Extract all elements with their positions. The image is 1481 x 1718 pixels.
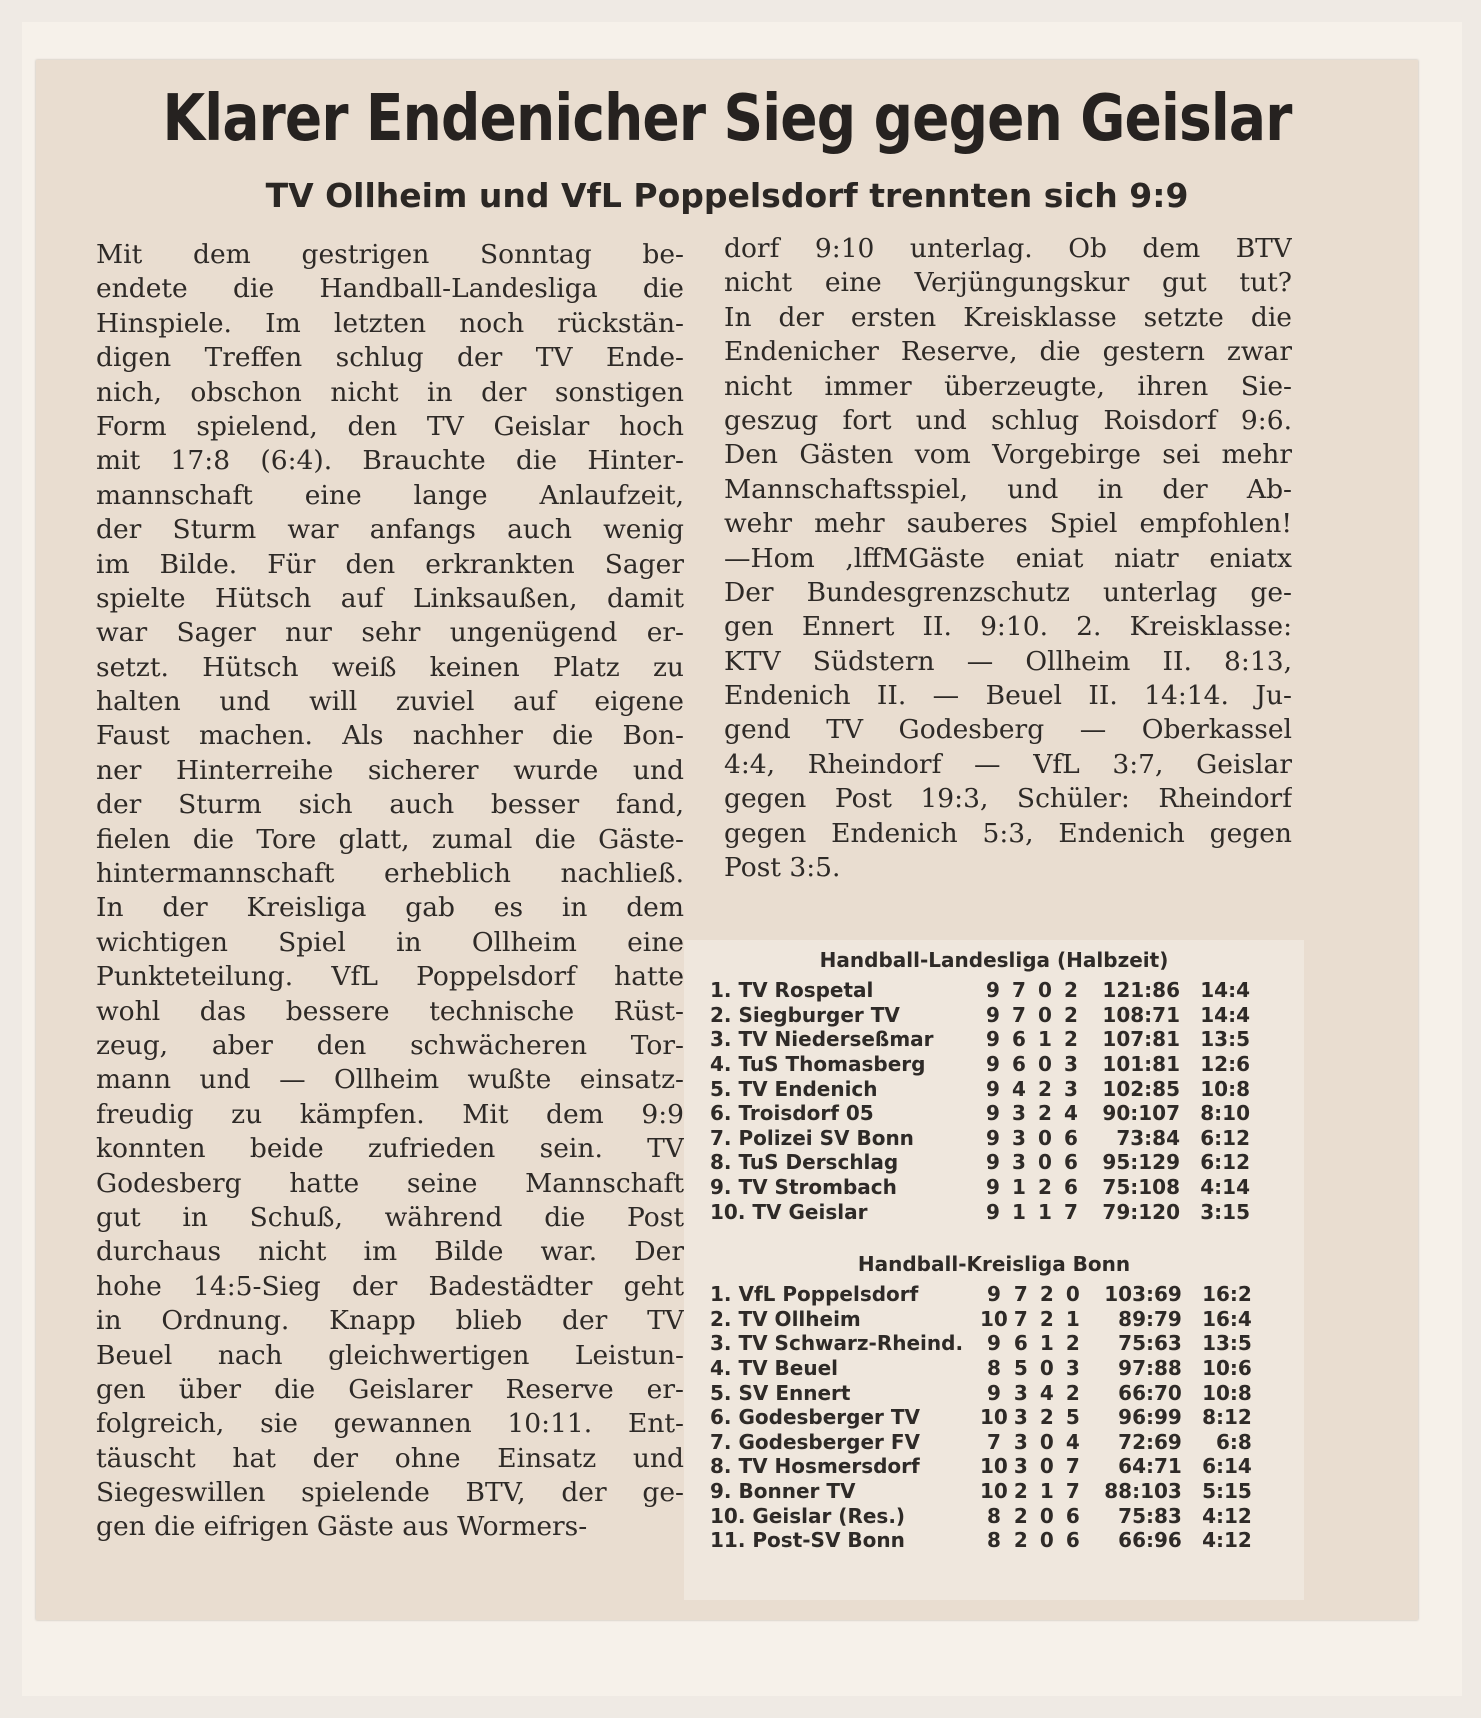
- cell-team: 8. TuS Derschlag: [710, 1150, 899, 1175]
- table-row: [710, 1454, 1252, 1479]
- cell-goals: 88:103: [1104, 1478, 1182, 1503]
- cell-u: 1: [1038, 1199, 1052, 1224]
- cell-v: 6: [1064, 1150, 1078, 1175]
- article-line: wohl das bessere technische Rüst-: [96, 995, 684, 1027]
- table-row: [710, 1356, 1252, 1381]
- cell-sp: 7: [986, 1429, 1001, 1454]
- cell-g: 3: [1012, 1150, 1026, 1175]
- cell-v: 0: [1065, 1282, 1080, 1307]
- cell-goals: 108:71: [1102, 1002, 1180, 1027]
- cell-v: 6: [1065, 1503, 1080, 1528]
- cell-pts: 13:5: [1200, 1027, 1250, 1052]
- article-line: Mit dem gestrigen Sonntag be-: [96, 239, 684, 270]
- cell-v: 2: [1064, 1027, 1078, 1052]
- cell-team: 7. Polizei SV Bonn: [710, 1125, 914, 1150]
- cell-goals: 79:120: [1102, 1199, 1180, 1224]
- article-line: 4:4, Rheindorf — VfL 3:7, Geislar: [724, 748, 1292, 780]
- article-line: hintermannschaft erheblich nachließ.: [96, 858, 684, 890]
- table-gap: [684, 1224, 1304, 1244]
- article-line: der Sturm war anfangs auch wenig: [96, 514, 684, 546]
- cell-g: 7: [1012, 978, 1026, 1003]
- table-row: [710, 1126, 1250, 1151]
- cell-sp: 8: [986, 1503, 1001, 1528]
- table-row: [710, 1003, 1250, 1028]
- article-line: war Sager nur sehr ungenügend er-: [96, 617, 684, 649]
- cell-pts: 8:10: [1200, 1101, 1250, 1126]
- cell-v: 7: [1065, 1454, 1080, 1479]
- cell-u: 1: [1038, 1027, 1052, 1052]
- cell-team: 1. TV Rospetal: [710, 978, 874, 1003]
- article-line: endete die Handball-Landesliga die: [96, 273, 684, 305]
- cell-u: 0: [1038, 1002, 1052, 1027]
- article-line: gend TV Godesberg — Oberkassel: [724, 714, 1292, 746]
- cell-g: 3: [1013, 1380, 1028, 1405]
- cell-sp: 9: [986, 1002, 1000, 1027]
- cell-team: 6. Godesberger TV: [710, 1405, 920, 1430]
- article-line: mannschaft eine lange Anlaufzeit,: [96, 479, 684, 511]
- cell-sp: 10: [980, 1478, 1008, 1503]
- cell-v: 6: [1065, 1528, 1080, 1553]
- cell-team: 9. TV Strombach: [710, 1175, 897, 1200]
- cell-sp: 10: [980, 1306, 1008, 1331]
- cell-sp: 9: [986, 1380, 1001, 1405]
- cell-sp: 9: [986, 1052, 1000, 1077]
- cell-u: 1: [1039, 1331, 1054, 1356]
- article-column-right: [724, 232, 1292, 885]
- table-title-kreisliga: Handball-Kreisliga Bonn: [857, 1251, 1131, 1276]
- table-row: [710, 1331, 1252, 1356]
- cell-goals: 73:84: [1116, 1125, 1180, 1150]
- cell-team: 11. Post-SV Bonn: [710, 1528, 905, 1553]
- cell-pts: 6:14: [1202, 1454, 1252, 1479]
- article-line: —Hom ,lffMGäste eniat niatr eniatx: [724, 542, 1292, 574]
- article-line: Form spielend, den TV Geislar hoch: [96, 410, 684, 442]
- cell-v: 4: [1065, 1429, 1080, 1454]
- cell-team: 2. Siegburger TV: [710, 1002, 900, 1027]
- cell-v: 2: [1065, 1331, 1080, 1356]
- article-line: wichtigen Spiel in Ollheim eine: [96, 926, 684, 958]
- table-row: [710, 1101, 1250, 1126]
- article-line: geszug fort und schlug Roisdorf 9:6.: [724, 404, 1292, 436]
- cell-u: 0: [1039, 1503, 1054, 1528]
- article-line: Punkteteilung. VfL Poppelsdorf hatte: [96, 961, 684, 993]
- table-row: [710, 1405, 1252, 1430]
- article-line: Siegeswillen spielende BTV, der ge-: [96, 1477, 684, 1509]
- table-row: [710, 1430, 1252, 1455]
- article-line: im Bilde. Für den erkrankten Sager: [96, 548, 684, 580]
- cell-goals: 101:81: [1102, 1052, 1180, 1077]
- article-line: ner Hinterreihe sicherer wurde und: [96, 754, 684, 786]
- cell-pts: 4:14: [1200, 1175, 1250, 1200]
- article-line: der Sturm sich auch besser fand,: [96, 789, 684, 821]
- cell-pts: 4:12: [1202, 1528, 1252, 1553]
- cell-g: 4: [1012, 1076, 1026, 1101]
- cell-team: 2. TV Ollheim: [710, 1306, 861, 1331]
- article-line: Beuel nach gleichwertigen Leistun-: [96, 1339, 684, 1371]
- article-line: nicht immer überzeugte, ihren Sie-: [724, 370, 1292, 402]
- cell-sp: 10: [980, 1405, 1008, 1430]
- cell-u: 2: [1038, 1076, 1052, 1101]
- standings-table-landesliga: [710, 978, 1250, 1224]
- cell-team: 4. TuS Thomasberg: [710, 1052, 926, 1077]
- cell-goals: 102:85: [1102, 1076, 1180, 1101]
- cell-team: 4. TV Beuel: [710, 1356, 839, 1381]
- cell-pts: 16:2: [1202, 1282, 1252, 1307]
- article-line: digen Treffen schlug der TV Ende-: [96, 342, 684, 374]
- cell-u: 0: [1038, 978, 1052, 1003]
- article-line: wehr mehr sauberes Spiel empfohlen!: [724, 508, 1292, 540]
- standings-box: [684, 940, 1304, 1600]
- cell-g: 3: [1013, 1454, 1028, 1479]
- cell-g: 2: [1013, 1478, 1028, 1503]
- article-line: zeug, aber den schwächeren Tor-: [96, 1029, 684, 1061]
- cell-pts: 6:12: [1200, 1150, 1250, 1175]
- cell-goals: 72:69: [1118, 1429, 1182, 1454]
- cell-pts: 14:4: [1200, 1002, 1250, 1027]
- cell-team: 10. TV Geislar: [710, 1199, 868, 1224]
- cell-g: 7: [1013, 1282, 1028, 1307]
- cell-sp: 8: [986, 1528, 1001, 1553]
- article-line: Den Gästen vom Vorgebirge sei mehr: [724, 439, 1292, 471]
- cell-g: 3: [1013, 1405, 1028, 1430]
- cell-pts: 12:6: [1200, 1052, 1250, 1077]
- article-line: gut in Schuß, während die Post: [96, 1201, 684, 1233]
- cell-g: 1: [1012, 1199, 1026, 1224]
- subheadline: TV Ollheim und VfL Poppelsdorf trennten sich 9:9: [265, 176, 1189, 215]
- article-line: freudig zu kämpfen. Mit dem 9:9: [96, 1098, 684, 1130]
- article-line: Mannschaftsspiel, und in der Ab-: [724, 473, 1292, 505]
- cell-v: 7: [1064, 1199, 1078, 1224]
- cell-v: 5: [1065, 1405, 1080, 1430]
- table-row: [710, 978, 1250, 1003]
- cell-sp: 9: [986, 1282, 1001, 1307]
- cell-g: 7: [1012, 1002, 1026, 1027]
- article-line: gegen Post 19:3, Schüler: Rheindorf: [724, 783, 1292, 815]
- cell-u: 2: [1038, 1101, 1052, 1126]
- cell-goals: 75:108: [1102, 1175, 1180, 1200]
- table-row: [710, 1052, 1250, 1077]
- article-line: gen Ennert II. 9:10. 2. Kreisklasse:: [724, 611, 1292, 643]
- cell-u: 0: [1039, 1356, 1054, 1381]
- cell-team: 9. Bonner TV: [710, 1478, 856, 1503]
- cell-v: 4: [1064, 1101, 1078, 1126]
- table-row: [710, 1307, 1252, 1332]
- cell-g: 1: [1012, 1175, 1026, 1200]
- cell-sp: 9: [986, 1101, 1000, 1126]
- table-row: [710, 1076, 1250, 1101]
- article-line: mit 17:8 (6:4). Brauchte die Hinter-: [96, 445, 684, 477]
- cell-u: 0: [1038, 1150, 1052, 1175]
- article-line: fielen die Tore glatt, zumal die Gäste-: [96, 823, 684, 855]
- article-line: nich, obschon nicht in der sonstigen: [96, 376, 684, 408]
- cell-goals: 95:129: [1102, 1150, 1180, 1175]
- table-row: [710, 1528, 1252, 1553]
- cell-team: 6. Troisdorf 05: [710, 1101, 874, 1126]
- cell-pts: 4:12: [1202, 1503, 1252, 1528]
- cell-g: 3: [1012, 1125, 1026, 1150]
- article-line: gegen Endenich 5:3, Endenich gegen: [724, 817, 1292, 849]
- cell-team: 7. Godesberger FV: [710, 1429, 921, 1454]
- cell-goals: 64:71: [1118, 1454, 1182, 1479]
- article-line: folgreich, sie gewannen 10:11. Ent-: [96, 1408, 684, 1440]
- cell-u: 2: [1039, 1282, 1054, 1307]
- article-line: Godesberg hatte seine Mannschaft: [96, 1167, 684, 1199]
- cell-v: 1: [1065, 1306, 1080, 1331]
- cell-pts: 5:15: [1202, 1478, 1252, 1503]
- cell-u: 0: [1038, 1052, 1052, 1077]
- cell-v: 6: [1064, 1125, 1078, 1150]
- article-line: konnten beide zufrieden sein. TV: [96, 1133, 684, 1165]
- cell-g: 7: [1013, 1306, 1028, 1331]
- cell-team: 3. TV Schwarz-Rheind.: [710, 1331, 964, 1356]
- cell-team: 10. Geislar (Res.): [710, 1503, 906, 1528]
- cell-u: 2: [1038, 1175, 1052, 1200]
- cell-goals: 89:79: [1118, 1306, 1182, 1331]
- cell-v: 2: [1064, 978, 1078, 1003]
- cell-g: 5: [1013, 1356, 1028, 1381]
- cell-goals: 66:96: [1118, 1528, 1182, 1553]
- cell-pts: 6:12: [1200, 1125, 1250, 1150]
- cell-u: 0: [1039, 1528, 1054, 1553]
- cell-sp: 9: [986, 1125, 1000, 1150]
- article-line: KTV Südstern — Ollheim II. 8:13,: [724, 645, 1292, 677]
- cell-g: 3: [1012, 1101, 1026, 1126]
- article-line: hohe 14:5-Sieg der Badestädter geht: [96, 1270, 684, 1302]
- cell-g: 6: [1012, 1027, 1026, 1052]
- table-row: [710, 1027, 1250, 1052]
- cell-goals: 75:63: [1118, 1331, 1182, 1356]
- article-line: Endenicher Reserve, die gestern zwar: [724, 336, 1292, 368]
- cell-g: 6: [1013, 1331, 1028, 1356]
- cell-u: 2: [1039, 1405, 1054, 1430]
- cell-u: 0: [1039, 1429, 1054, 1454]
- cell-goals: 96:99: [1118, 1405, 1182, 1430]
- cell-team: 5. TV Endenich: [710, 1076, 878, 1101]
- cell-v: 3: [1065, 1356, 1080, 1381]
- cell-sp: 9: [986, 1175, 1000, 1200]
- article-line: Endenich II. — Beuel II. 14:14. Ju-: [724, 680, 1292, 712]
- article-line: Faust machen. Als nachher die Bon-: [96, 720, 684, 752]
- cell-u: 1: [1039, 1478, 1054, 1503]
- cell-u: 2: [1039, 1306, 1054, 1331]
- cell-sp: 9: [986, 1076, 1000, 1101]
- article-column-left: [96, 238, 684, 1545]
- article-line: Der Bundesgrenzschutz unterlag ge-: [724, 576, 1292, 608]
- table-row: [710, 1503, 1252, 1528]
- cell-sp: 9: [986, 978, 1000, 1003]
- article-line: setzt. Hütsch weiß keinen Platz zu: [96, 651, 684, 683]
- table-row: [710, 1380, 1252, 1405]
- cell-pts: 6:8: [1216, 1429, 1252, 1454]
- cell-v: 2: [1065, 1380, 1080, 1405]
- cell-goals: 66:70: [1118, 1380, 1182, 1405]
- headline: Klarer Endenicher Sieg gegen Geislar: [162, 82, 1292, 156]
- cell-g: 2: [1013, 1503, 1028, 1528]
- cell-team: 1. VfL Poppelsdorf: [710, 1282, 919, 1307]
- standings-table-kreisliga: [710, 1282, 1252, 1553]
- cell-sp: 9: [986, 1027, 1000, 1052]
- newspaper-clipping: [36, 60, 1418, 1620]
- cell-g: 2: [1013, 1528, 1028, 1553]
- cell-goals: 75:83: [1118, 1503, 1182, 1528]
- article-line: In der ersten Kreisklasse setzte die: [724, 301, 1292, 333]
- article-line: mann und — Ollheim wußte einsatz-: [96, 1064, 684, 1096]
- cell-goals: 121:86: [1102, 978, 1180, 1003]
- cell-pts: 10:8: [1202, 1380, 1252, 1405]
- cell-team: 8. TV Hosmersdorf: [710, 1454, 920, 1479]
- cell-v: 2: [1064, 1002, 1078, 1027]
- cell-sp: 10: [980, 1454, 1008, 1479]
- cell-pts: 8:12: [1202, 1405, 1252, 1430]
- table-row: [710, 1479, 1252, 1504]
- cell-sp: 9: [986, 1331, 1001, 1356]
- article-line: durchaus nicht im Bilde war. Der: [96, 1236, 684, 1268]
- article-line: dorf 9:10 unterlag. Ob dem BTV: [724, 233, 1292, 264]
- cell-v: 6: [1064, 1175, 1078, 1200]
- article-line: in Ordnung. Knapp blieb der TV: [96, 1305, 684, 1337]
- table-title-landesliga: Handball-Landesliga (Halbzeit): [819, 948, 1169, 972]
- article-line: Post 3:5.: [724, 852, 841, 884]
- cell-g: 6: [1012, 1052, 1026, 1077]
- cell-pts: 3:15: [1200, 1199, 1250, 1224]
- cell-v: 3: [1064, 1052, 1078, 1077]
- cell-pts: 16:4: [1202, 1306, 1252, 1331]
- cell-v: 3: [1064, 1076, 1078, 1101]
- cell-goals: 107:81: [1102, 1027, 1180, 1052]
- article-line: spielte Hütsch auf Linksaußen, damit: [96, 582, 684, 614]
- cell-pts: 14:4: [1200, 978, 1250, 1003]
- cell-pts: 10:6: [1202, 1356, 1252, 1381]
- article-line: täuscht hat der ohne Einsatz und: [96, 1442, 684, 1474]
- cell-v: 7: [1065, 1478, 1080, 1503]
- cell-team: 3. TV Niederseßmar: [710, 1027, 934, 1052]
- cell-sp: 8: [986, 1356, 1001, 1381]
- article-line: gen über die Geislarer Reserve er-: [96, 1373, 684, 1405]
- cell-pts: 13:5: [1202, 1331, 1252, 1356]
- cell-goals: 90:107: [1102, 1101, 1180, 1126]
- article-line: halten und will zuviel auf eigene: [96, 686, 684, 718]
- cell-u: 0: [1038, 1125, 1052, 1150]
- cell-sp: 9: [986, 1150, 1000, 1175]
- cell-goals: 97:88: [1118, 1356, 1182, 1381]
- cell-sp: 9: [986, 1199, 1000, 1224]
- cell-g: 3: [1013, 1429, 1028, 1454]
- article-line: gen die eifrigen Gäste aus Wormers-: [96, 1511, 588, 1543]
- cell-u: 0: [1039, 1454, 1054, 1479]
- article-line: nicht eine Verjüngungskur gut tut?: [724, 267, 1292, 299]
- table-row: [710, 1282, 1252, 1307]
- table-row: [710, 1199, 1250, 1224]
- cell-team: 5. SV Ennert: [710, 1380, 851, 1405]
- table-row: [710, 1150, 1250, 1175]
- cell-pts: 10:8: [1200, 1076, 1250, 1101]
- cell-goals: 103:69: [1104, 1282, 1182, 1307]
- article-line: Hinspiele. Im letzten noch rückstän-: [96, 307, 684, 339]
- article-line: In der Kreisliga gab es in dem: [96, 892, 684, 924]
- cell-u: 4: [1039, 1380, 1054, 1405]
- table-row: [710, 1175, 1250, 1200]
